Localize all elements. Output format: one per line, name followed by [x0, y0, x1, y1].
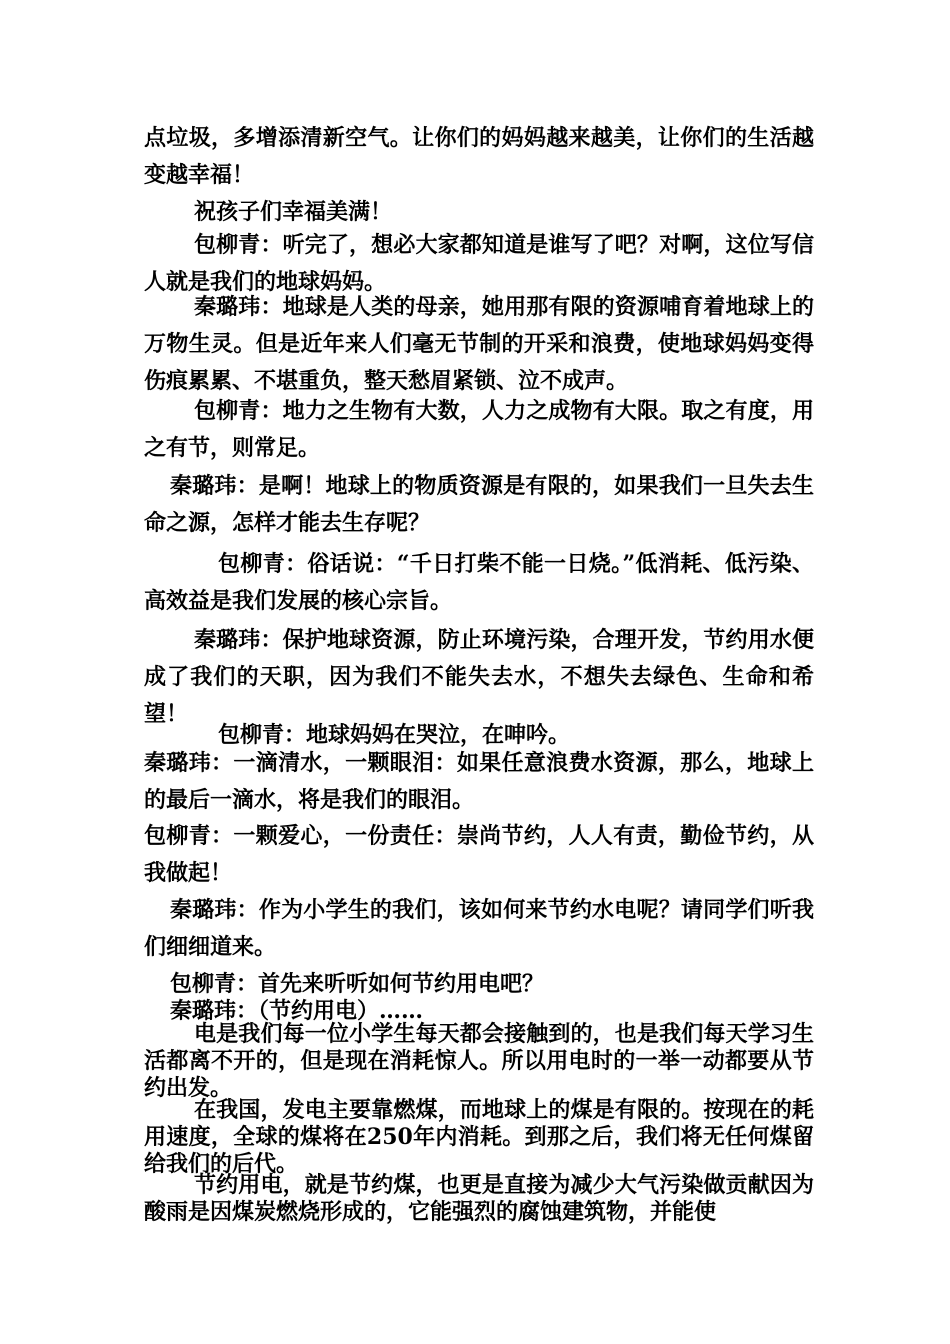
paragraph: 秦璐玮：一滴清水，一颗眼泪：如果任意浪费水资源，那么，地球上的最后一滴水，将是我们的眼泪。	[144, 750, 814, 813]
paragraph: 包柳青：首先来听听如何节约用电吧？	[170, 971, 545, 997]
paragraph: 秦璐玮：（节约用电）……	[170, 998, 424, 1024]
paragraph: 包柳青：地球妈妈在哭泣，在呻吟。	[218, 722, 571, 748]
paragraph: 包柳青：俗话说：“千日打柴不能一日烧。”低消耗、低污染、高效益是我们发展的核心宗旨。	[144, 551, 814, 614]
paragraph: 包柳青：一颗爱心，一份责任：崇尚节约，人人有责，勤俭节约，从我做起！	[144, 823, 814, 886]
paragraph: 秦璐玮：保护地球资源，防止环境污染，合理开发，节约用水便成了我们的天职，因为我们不能失去水，不想失去绿色、生命和希望！	[144, 627, 814, 727]
paragraph: 秦璐玮：是啊！地球上的物质资源是有限的，如果我们一旦失去生命之源，怎样才能去生存呢？	[144, 473, 814, 536]
paragraph: 祝孩子们幸福美满！	[194, 199, 393, 225]
paragraph: 秦璐玮：地球是人类的母亲，她用那有限的资源哺育着地球上的万物生灵。但是近年来人们毫无节制的开采和浪费，使地球妈妈变得伤痕累累、不堪重负，整天愁眉紧锁、泣不成声。	[144, 294, 814, 394]
paragraph: 秦璐玮：作为小学生的我们，该如何来节约水电呢？请同学们听我们细细道来。	[144, 897, 814, 960]
paragraph: 包柳青：听完了，想必大家都知道是谁写了吧？对啊，这位写信人就是我们的地球妈妈。	[144, 232, 814, 295]
paragraph: 包柳青：地力之生物有大数，人力之成物有大限。取之有度，用之有节，则常足。	[144, 398, 814, 461]
paragraph: 节约用电，就是节约煤，也更是直接为减少大气污染做贡献因为酸雨是因煤炭燃烧形成的，它能强烈的腐蚀建筑物，并能使	[144, 1172, 814, 1225]
paragraph: 点垃圾，多增添清新空气。让你们的妈妈越来越美，让你们的生活越变越幸福！	[144, 125, 814, 188]
paragraph: 在我国，发电主要靠燃煤，而地球上的煤是有限的。按现在的耗用速度，全球的煤将在250年内消耗。到那之后，我们将无任何煤留给我们的后代。	[144, 1097, 814, 1177]
paragraph: 电是我们每一位小学生每天都会接触到的，也是我们每天学习生活都离不开的，但是现在消耗惊人。所以用电时的一举一动都要从节约出发。	[144, 1021, 814, 1101]
